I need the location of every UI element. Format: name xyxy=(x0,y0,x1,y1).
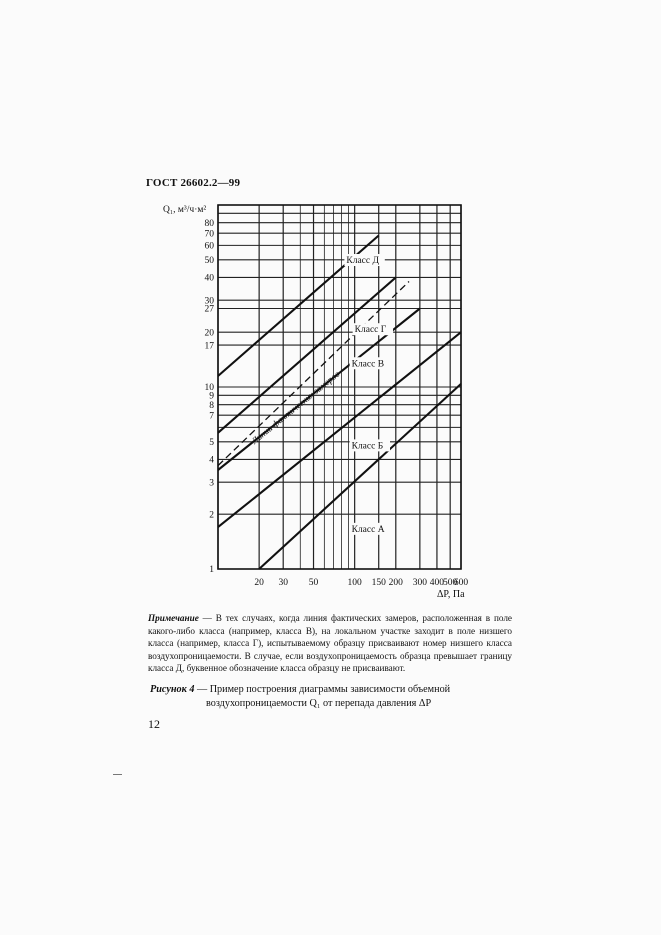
x-tick-label: 500 xyxy=(443,578,458,588)
x-axis-label: ΔP, Па xyxy=(437,589,465,600)
class-label: Класс Б xyxy=(351,441,384,452)
y-tick-label: 70 xyxy=(204,229,214,240)
document-header: ГОСТ 26602.2—99 xyxy=(146,177,241,189)
x-tick-label: 20 xyxy=(254,578,264,588)
x-tick-label: 200 xyxy=(388,578,403,588)
y-axis-label: Q₁, м³/ч·м² xyxy=(163,205,207,215)
y-tick-label: 8 xyxy=(209,400,214,411)
y-tick-label: 1 xyxy=(209,565,214,576)
x-tick-label: 400 xyxy=(429,578,445,588)
caption-line1: — Пример построения диаграммы зависимости объемной xyxy=(194,684,451,695)
y-tick-label: 50 xyxy=(204,255,214,266)
y-tick-labels xyxy=(205,219,215,575)
note-paragraph xyxy=(148,612,512,675)
y-tick-label: 17 xyxy=(204,341,214,352)
caption-label: Рисунок 4 xyxy=(150,684,195,695)
x-tick-label: 300 xyxy=(412,578,427,588)
page-number: 12 xyxy=(148,717,160,731)
class-label: Класс Д xyxy=(346,256,379,267)
x-tick-label: 30 xyxy=(278,578,288,588)
y-tick-label: 60 xyxy=(204,241,214,252)
y-tick-label: 40 xyxy=(204,273,214,284)
x-tick-label: 600 xyxy=(453,578,469,588)
class-label: Класс Г xyxy=(354,325,387,336)
class-labels xyxy=(249,254,393,535)
y-tick-label: 3 xyxy=(209,478,214,489)
note-text: — В тех случаях, когда линия фактических замеров, расположенная в поле какого-либо класса (например, класса В), на локальном участке заходит в поле низшего класса (например, класса Г), испытываемому образцу присваивают номер низшего класса воздухопроницаемости. В случае, если воздухопроницаемость образца превышает границу класса Д, буквенное обозначение класса образцу не присваивают. xyxy=(148,613,512,674)
y-tick-label: 10 xyxy=(204,383,214,394)
y-tick-label: 27 xyxy=(204,304,214,315)
y-tick-label: 80 xyxy=(204,218,214,229)
y-tick-label: 5 xyxy=(209,437,214,448)
y-tick-label: 9 xyxy=(209,391,214,402)
class-label: Класс А xyxy=(351,524,385,535)
grid-horizontal-lines xyxy=(218,205,461,569)
x-tick-label: 150 xyxy=(371,578,386,588)
note-label: Примечание xyxy=(148,613,199,623)
x-tick-label: 50 xyxy=(308,578,319,588)
x-tick-labels xyxy=(254,578,468,588)
y-tick-label: 30 xyxy=(204,296,214,307)
scan-mark xyxy=(113,774,122,775)
x-tick-label: 100 xyxy=(347,578,362,588)
class-boundary-line xyxy=(218,332,461,527)
y-tick-label: 20 xyxy=(204,328,214,339)
y-tick-label: 2 xyxy=(209,510,214,521)
caption-line2: воздухопроницаемости Q₁ от перепада давления ΔP xyxy=(206,697,432,709)
class-label: Класс В xyxy=(351,359,385,370)
y-tick-label: 7 xyxy=(209,411,214,422)
y-tick-label: 4 xyxy=(209,455,214,466)
figure-caption xyxy=(150,683,512,710)
measurement-line-label: Линии фактических замеров xyxy=(249,368,342,446)
series-lines xyxy=(218,236,461,570)
